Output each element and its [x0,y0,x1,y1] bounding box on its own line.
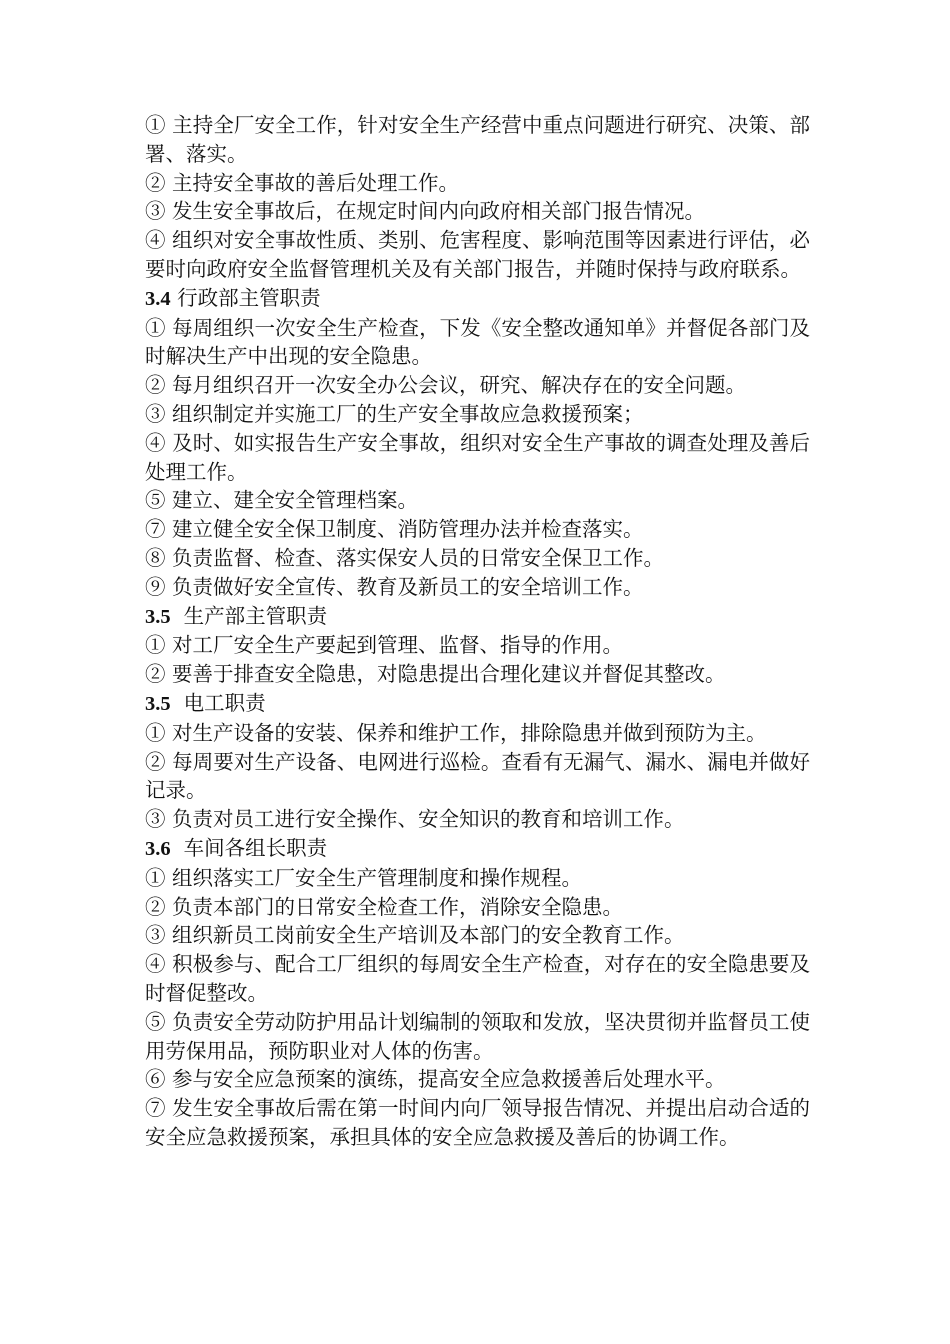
list-item: ⑤ 负责安全劳动防护用品计划编制的领取和发放，坚决贯彻并监督员工使用劳保用品，预防职业对人体的伤害。 [145,1009,810,1063]
list-item: ① 主持全厂安全工作，针对安全生产经营中重点问题进行研究、决策、部署、落实。 [145,113,810,166]
list-item: ④ 积极参与、配合工厂组织的每周安全生产检查，对存在的安全隐患要及时督促整改。 [145,952,810,1005]
list-item: ② 要善于排查安全隐患，对隐患提出合理化建议并督促其整改。 [145,662,726,687]
list-item: ① 对生产设备的安装、保养和维护工作，排除隐患并做到预防为主。 [145,720,767,745]
list-item: ② 每月组织召开一次安全办公会议，研究、解决存在的安全问题。 [145,373,747,398]
section-number: 3.6 [145,837,171,860]
section-title: 行政部主管职责 [177,285,321,310]
list-item: ③ 负责对员工进行安全操作、安全知识的教育和培训工作。 [145,807,685,832]
section-heading [145,284,810,314]
section-title: 电工职责 [183,690,266,715]
section-number: 3.5 [145,605,171,628]
list-item: ⑦ 建立健全安全保卫制度、消防管理办法并检查落实。 [145,517,644,542]
list-item: ④ 组织对安全事故性质、类别、危害程度、影响范围等因素进行评估，必要时向政府安全监督管理机关及有关部门报告，并随时保持与政府联系。 [145,228,810,281]
list-item: ⑧ 负责监督、检查、落实保安人员的日常安全保卫工作。 [145,545,665,570]
section-heading [145,602,810,632]
list-item: ② 主持安全事故的善后处理工作。 [145,170,460,195]
section-title: 生产部主管职责 [183,603,328,628]
list-item: ⑦ 发生安全事故后需在第一时间内向厂领导报告情况、并提出启动合适的安全应急救援预案，承担具体的安全应急救援及善后的协调工作。 [145,1096,810,1149]
section-heading [145,689,810,719]
list-item: ① 对工厂安全生产要起到管理、监督、指导的作用。 [145,633,624,658]
section-title: 车间各组长职责 [183,835,328,860]
list-item: ② 每周要对生产设备、电网进行巡检。查看有无漏气、漏水、漏电并做好记录。 [145,749,810,803]
list-item: ① 每周组织一次安全生产检查，下发《安全整改通知单》并督促各部门及时解决生产中出现的安全隐患。 [145,315,810,369]
list-item: ③ 组织新员工岗前安全生产培训及本部门的安全教育工作。 [145,923,685,948]
list-item: ④ 及时、如实报告生产安全事故，组织对安全生产事故的调查处理及善后处理工作。 [145,430,810,484]
list-item: ① 组织落实工厂安全生产管理制度和操作规程。 [145,865,583,890]
list-item: ⑤ 建立、建全安全管理档案。 [145,488,419,513]
section-number: 3.5 [145,692,171,715]
section-number: 3.4 [145,287,171,310]
section-heading [145,834,810,864]
list-item: ⑥ 参与安全应急预案的演练，提高安全应急救援善后处理水平。 [145,1067,726,1092]
list-item: ⑨ 负责做好安全宣传、教育及新员工的安全培训工作。 [145,574,644,599]
list-item: ② 负责本部门的日常安全检查工作，消除安全隐患。 [145,894,624,919]
list-item: ③ 发生安全事故后，在规定时间内向政府相关部门报告情况。 [145,199,706,224]
document-body [145,111,810,1152]
list-item: ③ 组织制定并实施工厂的生产安全事故应急救援预案； [145,401,644,426]
